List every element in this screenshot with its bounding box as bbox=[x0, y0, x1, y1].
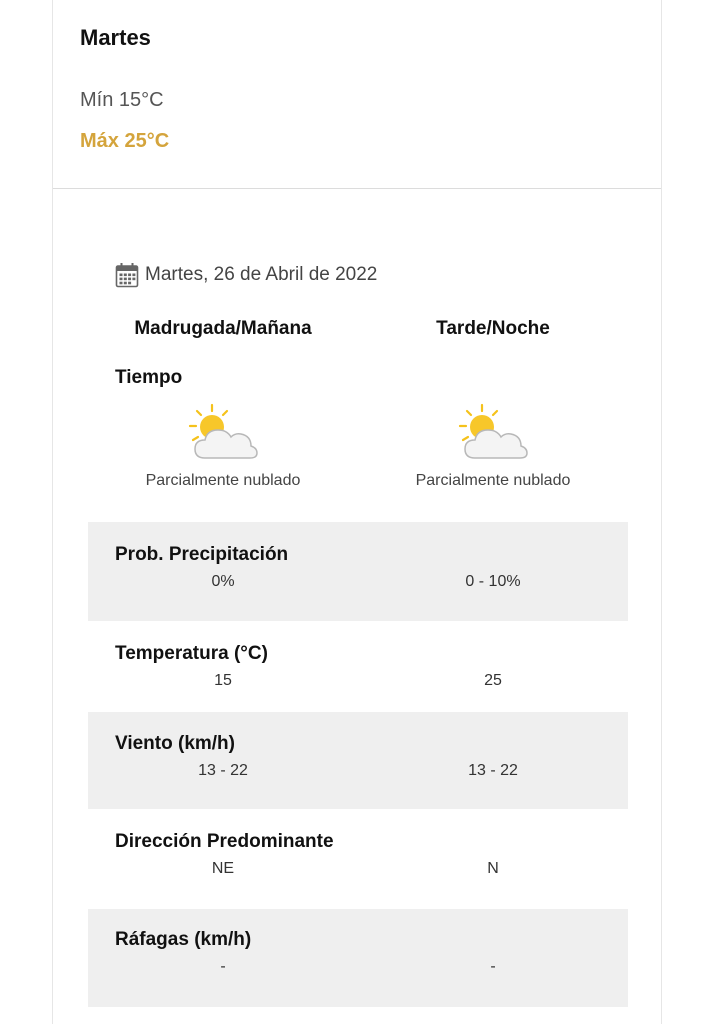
weather-label: Tiempo bbox=[115, 367, 183, 388]
wind-direction-row bbox=[88, 809, 628, 909]
row-label: Temperatura (°C) bbox=[115, 643, 268, 664]
forecast-card bbox=[52, 0, 662, 1024]
temperature-row bbox=[88, 621, 628, 711]
wind-row bbox=[88, 712, 628, 809]
value-evening: - bbox=[490, 958, 496, 975]
condition-morning: Parcialmente nublado bbox=[145, 472, 301, 489]
max-temperature: Máx 25°C bbox=[80, 130, 170, 152]
value-evening: 13 - 22 bbox=[468, 762, 518, 779]
calendar-icon bbox=[115, 262, 139, 288]
precipitation-row bbox=[88, 522, 628, 621]
value-evening: 0 - 10% bbox=[465, 573, 521, 590]
value-evening: N bbox=[487, 860, 499, 877]
period-header-evening: Tarde/Noche bbox=[436, 318, 550, 339]
min-temperature: Mín 15°C bbox=[80, 89, 164, 111]
value-morning: 0% bbox=[211, 573, 235, 590]
value-evening: 25 bbox=[484, 672, 502, 689]
row-label: Viento (km/h) bbox=[115, 733, 235, 754]
partly-cloudy-icon bbox=[185, 402, 261, 464]
row-label: Dirección Predominante bbox=[115, 831, 334, 852]
date-text: Martes, 26 de Abril de 2022 bbox=[145, 264, 378, 285]
day-summary[interactable] bbox=[53, 0, 661, 189]
condition-evening: Parcialmente nublado bbox=[415, 472, 571, 489]
date-line bbox=[115, 262, 377, 288]
gusts-row bbox=[88, 909, 628, 1007]
period-header-morning: Madrugada/Mañana bbox=[134, 318, 312, 339]
row-label: Prob. Precipitación bbox=[115, 544, 289, 565]
value-morning: 15 bbox=[214, 672, 232, 689]
value-morning: - bbox=[220, 958, 226, 975]
value-morning: NE bbox=[211, 860, 235, 877]
partly-cloudy-icon bbox=[455, 402, 531, 464]
day-title: Martes bbox=[80, 25, 151, 50]
row-label: Ráfagas (km/h) bbox=[115, 929, 252, 950]
value-morning: 13 - 22 bbox=[198, 762, 248, 779]
